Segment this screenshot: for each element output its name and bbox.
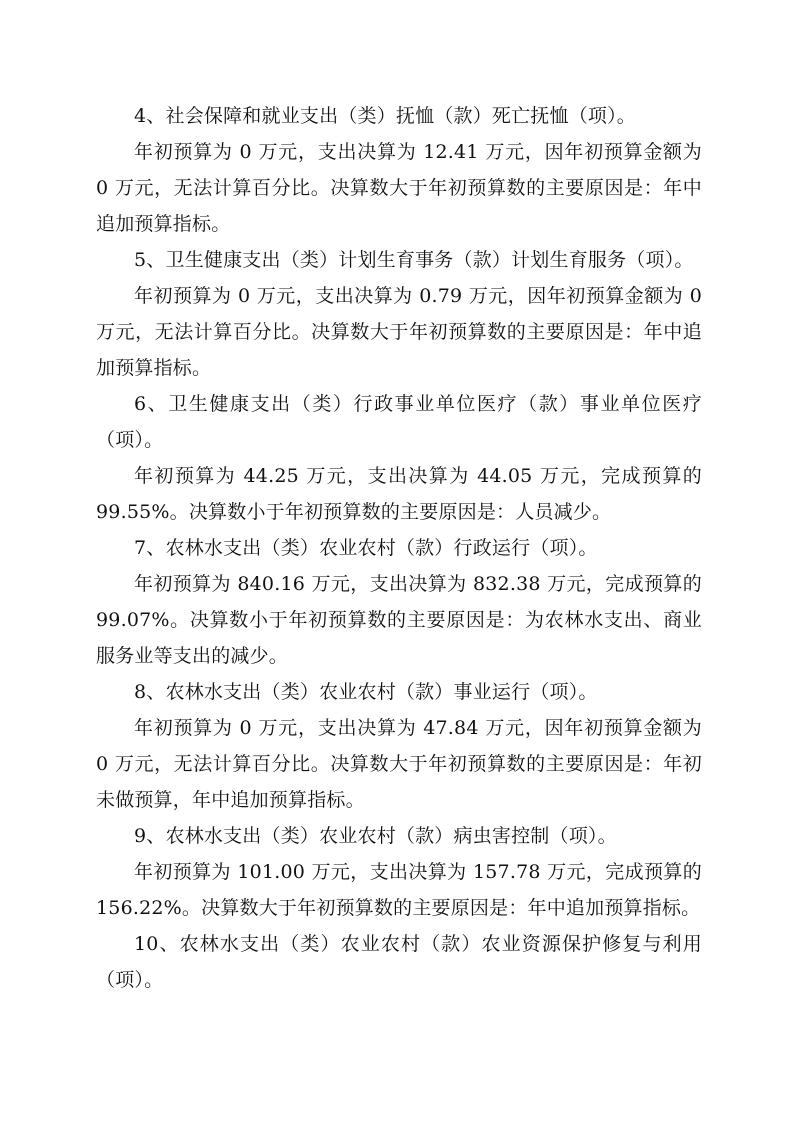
section-heading-8: 8、农林水支出（类）农业农村（款）事业运行（项）。 xyxy=(134,681,598,703)
section-body-9: 年初预算为 101.00 万元，支出决算为 157.78 万元，完成预算的 156.22%。决算数大于年初预算数的主要原因是：年中追加预算指标。 xyxy=(96,861,702,919)
section-heading-6: 6、卫生健康支出（类）行政事业单位医疗（款）事业单位医疗（项）。 xyxy=(96,393,702,451)
section-heading-9: 9、农林水支出（类）农业农村（款）病虫害控制（项）。 xyxy=(134,825,617,847)
section-heading-10: 10、农林水支出（类）农业农村（款）农业资源保护修复与利用（项）。 xyxy=(96,933,702,991)
section-body-4: 年初预算为 0 万元，支出决算为 12.41 万元，因年初预算金额为 0 万元，无法计算百分比。决算数大于年初预算数的主要原因是：年中追加预算指标。 xyxy=(96,141,702,235)
section-body-6: 年初预算为 44.25 万元，支出决算为 44.05 万元，完成预算的 99.55%。决算数小于年初预算数的主要原因是：人员减少。 xyxy=(96,465,702,523)
section-heading-5: 5、卫生健康支出（类）计划生育事务（款）计划生育服务（项）。 xyxy=(134,249,694,271)
section-body-5: 年初预算为 0 万元，支出决算为 0.79 万元，因年初预算金额为 0 万元，无法计算百分比。决算数大于年初预算数的主要原因是：年中追加预算指标。 xyxy=(96,285,702,379)
section-heading-7: 7、农林水支出（类）农业农村（款）行政运行（项）。 xyxy=(134,537,598,559)
document-page xyxy=(96,98,702,998)
section-heading-4: 4、社会保障和就业支出（类）抚恤（款）死亡抚恤（项）。 xyxy=(134,105,636,127)
section-body-7: 年初预算为 840.16 万元，支出决算为 832.38 万元，完成预算的 99.07%。决算数小于年初预算数的主要原因是：为农林水支出、商业服务业等支出的减少。 xyxy=(96,573,702,667)
section-body-8: 年初预算为 0 万元，支出决算为 47.84 万元，因年初预算金额为 0 万元，无法计算百分比。决算数大于年初预算数的主要原因是：年初未做预算，年中追加预算指标。 xyxy=(96,717,702,811)
